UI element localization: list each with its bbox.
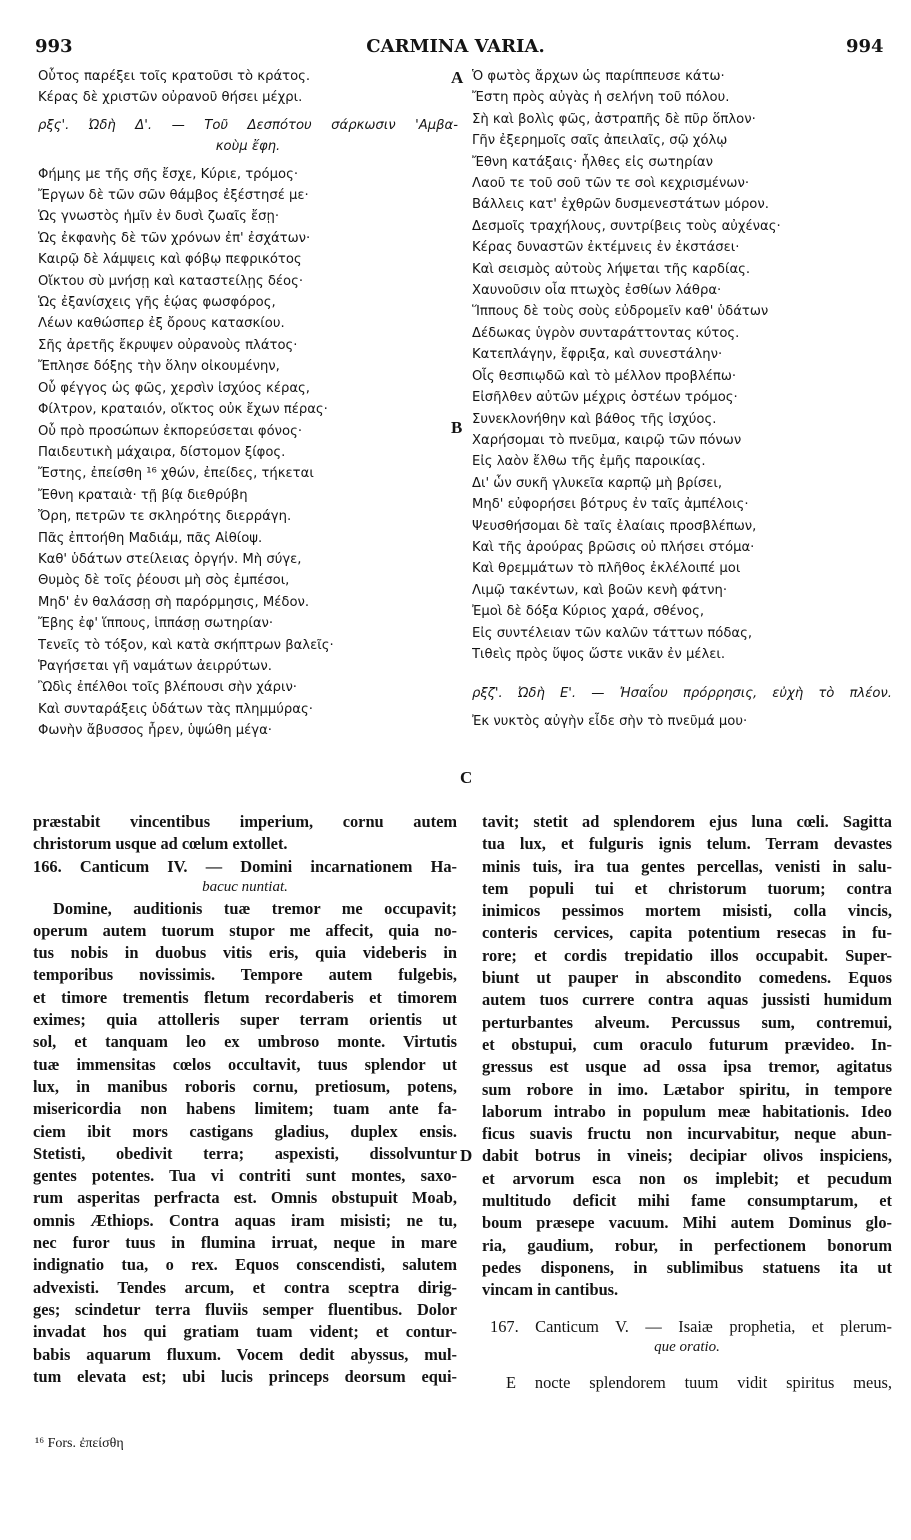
verse-line: Ὁ φωτὸς ἄρχων ὡς παρίππευσε κάτω· [472, 69, 725, 84]
verse-line: Ῥαγήσεται γῆ ναμάτων ἀειρρύτων. [38, 658, 272, 674]
verse-line: Μηδ' εὐφορήσει βότρυς ἐν ταῖς ἀμπέλοις· [472, 497, 749, 513]
verse-line: Εἰσῆλθεν αὐτῶν μέχρις ὀστέων τρόμος· [472, 390, 738, 406]
prose-line: autem tuos currere contra aquas jussisti humidum [482, 990, 892, 1010]
right-latin-column [482, 811, 892, 1394]
verse-line: Εἰς λαὸν ἔλθω τῆς ἐμῆς παροικίας. [472, 454, 706, 470]
verse-line: Γῆν ἐξερημοῖς σαῖς ἀπειλαῖς, σῷ χόλῳ [472, 133, 728, 149]
verse-line: Ὡς ἐξανίσχεις γῆς ἑῴας φωσφόρος, [38, 295, 276, 311]
verse-line: Εἰς συντέλειαν τῶν καλῶν τάττων πόδας, [472, 625, 753, 641]
prose-line: præstabit vincentibus imperium, cornu autem [33, 812, 457, 831]
verse-line: Οἷς θεσπιῳδῶ καὶ τὸ μέλλον προβλέπω· [472, 368, 737, 384]
verse-line: Λέων καθώσπερ ἐξ ὄρους κατασκίου. [38, 316, 285, 332]
left-latin-column [33, 811, 457, 1388]
margin-mark-c: C [460, 768, 473, 787]
verse-line: Ἔστη πρὸς αὐγὰς ἡ σελήνη τοῦ πόλου. [472, 90, 730, 106]
verse-line: Ὄρη, πετρῶν τε σκληρότης διερράγη. [38, 509, 292, 525]
right-greek-column [472, 66, 892, 732]
prose-line: omnis Æthiops. Contra aquas iram misisti; ne tu, [33, 1210, 457, 1230]
prose-line: et obstupui, cum oraculo futurum prævideo. In- [482, 1034, 892, 1054]
prose-line: misericordia non habens limitem; tuam ante fa- [33, 1099, 457, 1119]
verse-line: Καιρῷ δὲ λάμψεις καὶ φόβῳ πεφρικότος [38, 252, 302, 268]
verse-line: Σὴ καὶ βολὶς φῶς, ἀστραπῆς δὲ πῦρ ὅπλον· [472, 111, 756, 127]
prose-line: operum autem tuorum stupor me affecit, quia no- [33, 920, 457, 940]
margin-mark-b: B [451, 418, 463, 437]
prose-line: tus nobis in duobus vitis eris, quia videberis in [33, 943, 457, 963]
verse-line: Τενεῖς τὸ τόξον, καὶ κατὰ σκήπτρων βαλεῖς· [38, 637, 334, 653]
verse-line: Θυμὸς δὲ τοῖς ῥέουσι μὴ σὸς ἐμπέσοι, [38, 573, 290, 589]
verse-line: Ἔθνη κραταιὰ· τῇ βίᾳ διεθρύβη [38, 487, 248, 503]
page-number-left: 993 [35, 36, 73, 57]
prose-line: christorum usque ad cœlum extollet. [33, 834, 288, 854]
section-title: bacuc nuntiat. [202, 878, 288, 895]
verse-line: Δεσμοῖς τραχήλους, συντρίβεις τοὺς αὐχένας· [472, 218, 781, 234]
prose-line: multitudo deficit mihi fame consumptarum, et [482, 1191, 892, 1211]
verse-line: Ἐμοὶ δὲ δόξα Κύριος χαρά, σθένος, [472, 604, 705, 620]
verse-line: Ὡς ἐκφανὴς δὲ τῶν χρόνων ἐπ' ἐσχάτων· [38, 230, 311, 246]
section-title: que oratio. [654, 1338, 720, 1355]
verse-line: Δι' ὧν συκῆ γλυκεῖα καρπῷ μὴ βρίσει, [472, 475, 723, 491]
running-title: CARMINA VARIA. [366, 36, 545, 57]
verse-line: Σῆς ἀρετῆς ἔκρυψεν οὐρανοὺς πλάτος· [38, 337, 298, 353]
prose-line: temporibus novissimis. Tempore autem fulgebis, [33, 965, 457, 985]
verse-line: Καὶ τῆς ἀρούρας βρῶσις οὐ πλήσει στόμα· [472, 539, 755, 555]
prose-line: lux, in manibus roboris cornu, pretiosum, potens, [33, 1076, 457, 1096]
prose-line: invadat hos qui gratiam tuam vident; et contur- [33, 1322, 457, 1342]
verse-line: Ἔπλησε δόξης τὴν ὅλην οἰκουμένην, [38, 359, 280, 375]
prose-line: sol, et tanquam leo ex umbroso monte. Virtutis [33, 1032, 457, 1052]
verse-line: Καὶ συνταράξεις ὑδάτων τὰς πλημμύρας· [38, 701, 313, 717]
prose-line: tuæ immensitas cœlos occultavit, tuus splendor ut [33, 1054, 457, 1074]
prose-line: Stetisti, obedivit terra; aspexisti, dissolvuntur [33, 1143, 457, 1163]
verse-line: Οὗ πρὸ προσώπων ἐκπορεύσεται φόνος· [38, 423, 303, 439]
verse-line: Φίλτρον, κραταιόν, οἴκτος οὐκ ἔχων πέρας· [38, 402, 328, 418]
verse-line: Χαρήσομαι τὸ πνεῦμα, καιρῷ τῶν πόνων [472, 432, 742, 448]
verse-line: Καὶ σεισμὸς αὐτοὺς λήψεται τῆς καρδίας. [472, 261, 751, 277]
verse-line: Οἴκτου σὺ μνήσῃ καὶ καταστείλῃς δέος· [38, 273, 304, 289]
prose-line: dabit botrus in vineis; decipiar olivos inspiciens, [482, 1146, 892, 1166]
footnote: ¹⁶ Fors. ἐπείσθη [35, 1436, 124, 1451]
verse-line: Λιμῷ τακέντων, καὶ βοῶν κενὴ φάτνη· [472, 582, 728, 598]
verse-line: Κέρας δυναστῶν ἐκτέμνεις ἐν ἐκστάσει· [472, 240, 740, 256]
verse-line: Φήμης με τῆς σῆς ἔσχε, Κύριε, τρόμος· [38, 166, 299, 182]
verse-line: Οὗ φέγγος ὡς φῶς, χερσὶν ἰσχύος κέρας, [38, 380, 310, 396]
ode-title: κοὺμ ἔφη. [215, 139, 281, 155]
prose-line: tum elevata est; ubi lucis princeps deorsum equi- [33, 1366, 457, 1386]
verse-line: Καὶ θρεμμάτων τὸ πλῆθος ἐκλέλοιπέ μοι [472, 561, 741, 577]
verse-line: Καθ' ὑδάτων στείλειας ὀργήν. Μὴ σύγε, [38, 551, 302, 567]
verse-line: Ἐκ νυκτὸς αὐγὴν εἶδε σὴν τὸ πνεῦμά μου· [472, 713, 748, 729]
verse-line: Ἔθνη κατάξαις· ἦλθες εἰς σωτηρίαν [472, 154, 713, 170]
verse-line: Ἵππους δὲ τοὺς σοὺς εὐδρομεῖν καθ' ὑδάτων [472, 304, 769, 320]
left-greek-column [38, 66, 458, 742]
prose-line: advexisti. Tendes arcum, et contra sceptra dirig- [33, 1277, 457, 1297]
prose-line: biunt ut pauper in abscondito comedens. Equos [482, 968, 892, 988]
verse-line: Βάλλεις κατ' ἐχθρῶν δυσμενεστάτων μόρον. [472, 197, 769, 213]
prose-line: gressus est usque ad ossa ipsa tremor, agitatus [482, 1057, 892, 1077]
prose-line: eximes; quia attolleris super terram orientis ut [33, 1010, 457, 1030]
prose-line: ria, gaudium, robur, in perfectionem bonorum [482, 1235, 892, 1255]
prose-line: conteris cervices, capita potentium resecas in fu- [482, 923, 892, 943]
verse-line: Ὡς γνωστὸς ἡμῖν ἐν δυσὶ ζωαῖς ἔσῃ· [38, 209, 280, 225]
verse-line: Ψευσθήσομαι δὲ ταῖς ἐλαίαις προσβλέπων, [472, 518, 757, 534]
prose-line: ges; scindetur terra fluviis semper fluentibus. Dolor [33, 1299, 457, 1319]
prose-line: vincam in cantibus. [482, 1280, 619, 1300]
prose-line: tem populi tui et christorum tuorum; contra [482, 878, 892, 898]
verse-line: Συνεκλονήθην καὶ βάθος τῆς ἰσχύος. [472, 411, 717, 427]
verse-line: Παιδευτικὴ μάχαιρα, δίστομον ξίφος. [38, 444, 286, 460]
prose-line: sum robore in imo. Lætabor spiritu, in tempore [482, 1079, 892, 1099]
prose-line: boum præsepe vacuum. Mihi autem Dominus glo- [482, 1213, 892, 1233]
prose-line: nec furor tuus in flumina irruat, neque in mare [33, 1233, 457, 1253]
ode-title: ρξς'. Ὠδὴ Δ'. — Τοῦ Δεσπότου σάρκωσιν 'Αμβα- [38, 117, 458, 133]
prose-line: rum asperitas perfracta est. Omnis obstupuit Moab, [33, 1188, 457, 1208]
section-title: 167. Canticum V. — Isaiæ prophetia, et plerum- [490, 1316, 892, 1336]
prose-line: laborum intrabo in populum meæ habitationis. Ideo [482, 1101, 892, 1121]
margin-mark-a: A [451, 68, 464, 87]
verse-line: Ἔργων δὲ τῶν σῶν θάμβος ἐξέστησέ με· [38, 188, 309, 204]
verse-line: Φωνὴν ἄβυσσος ἦρεν, ὑψώθη μέγα· [38, 723, 272, 739]
prose-line: et arvorum esca non os implebit; et pecudum [482, 1168, 892, 1188]
verse-line: Λαοῦ τε τοῦ σοῦ τῶν τε σοὶ κεχρισμένων· [472, 176, 750, 192]
prose-line: ciem ibit mors castigans gladius, duplex ensis. [33, 1121, 457, 1141]
prose-line: babis aquarum fluxum. Vocem dedit abyssus, mul- [33, 1344, 457, 1364]
prose-line: inimicos pessimos mortem misisti, colla vincis, [482, 901, 892, 921]
prose-line: ficus suavis fructu non incurvabitur, neque abun- [482, 1124, 892, 1144]
verse-line: Τιθεὶς πρὸς ὕψος ὥστε νικᾶν ἐν μέλει. [472, 646, 726, 662]
ode-title: ρξζ'. Ὠδὴ Ε'. — Ἠσαΐου πρόρρησις, εὐχὴ τὸ πλέον. [472, 686, 892, 702]
verse-line: Ἔβης ἐφ' ἵππους, ἱππάσῃ σωτηρίαν· [38, 616, 274, 632]
margin-mark-d: D [460, 1146, 473, 1165]
verse-line: Χαυνοῦσιν οἷα πτωχὸς ἐσθίων λάθρα· [472, 283, 722, 299]
prose-line: minis tuis, ira tua gentes percellas, venisti in salu- [482, 856, 892, 876]
verse-line: Μηδ' ἐν θαλάσσῃ σὴ παρόρμησις, Μέδον. [38, 594, 310, 610]
prose-line: rore; et cordis trepidatio illos occupabit. Super- [482, 945, 892, 965]
verse-line: Κατεπλάγην, ἔφριξα, καὶ συνεστάλην· [472, 347, 723, 363]
verse-line: Ὢδὶς ἐπέλθοι τοῖς βλέπουσι σὴν χάριν· [38, 680, 297, 696]
page-number-right: 994 [846, 36, 884, 57]
prose-line: tua lux, et fulguris ignis telum. Terram devastes [482, 834, 892, 854]
prose-line: et timore trementis fletum recordaberis et timorem [33, 987, 457, 1007]
prose-line: E nocte splendorem tuum vidit spiritus meus, [506, 1372, 892, 1392]
section-title: 166. Canticum IV. — Domini incarnationem Ha- [33, 856, 457, 876]
prose-line: Domine, auditionis tuæ tremor me occupavit; [53, 898, 457, 918]
prose-line: perturbantes alveum. Percussus sum, contremui, [482, 1012, 892, 1032]
prose-line: pedes disponens, in sublimibus statuens ita ut [482, 1257, 892, 1277]
prose-line: indignatio tua, o rex. Equos conscendisti, salutem [33, 1255, 457, 1275]
verse-line: Δέδωκας ὑγρὸν συνταράττοντας κύτος. [472, 325, 740, 341]
prose-line: tavit; stetit ad splendorem ejus luna cœli. Sagitta [482, 812, 892, 831]
verse-line: Πᾶς ἐπτοήθη Μαδιάμ, πᾶς Αἰθίοψ. [38, 530, 263, 546]
verse-line: Κέρας δὲ χριστῶν οὐρανοῦ θήσει μέχρι. [38, 90, 303, 106]
verse-line: Ἔστης, ἐπείσθη ¹⁶ χθών, ἐπείδες, τήκεται [38, 466, 314, 482]
prose-line: gentes potentes. Tua vi contriti sunt montes, saxo- [33, 1166, 457, 1186]
verse-line: Οὗτος παρέξει τοῖς κρατοῦσι τὸ κράτος. [38, 69, 311, 84]
